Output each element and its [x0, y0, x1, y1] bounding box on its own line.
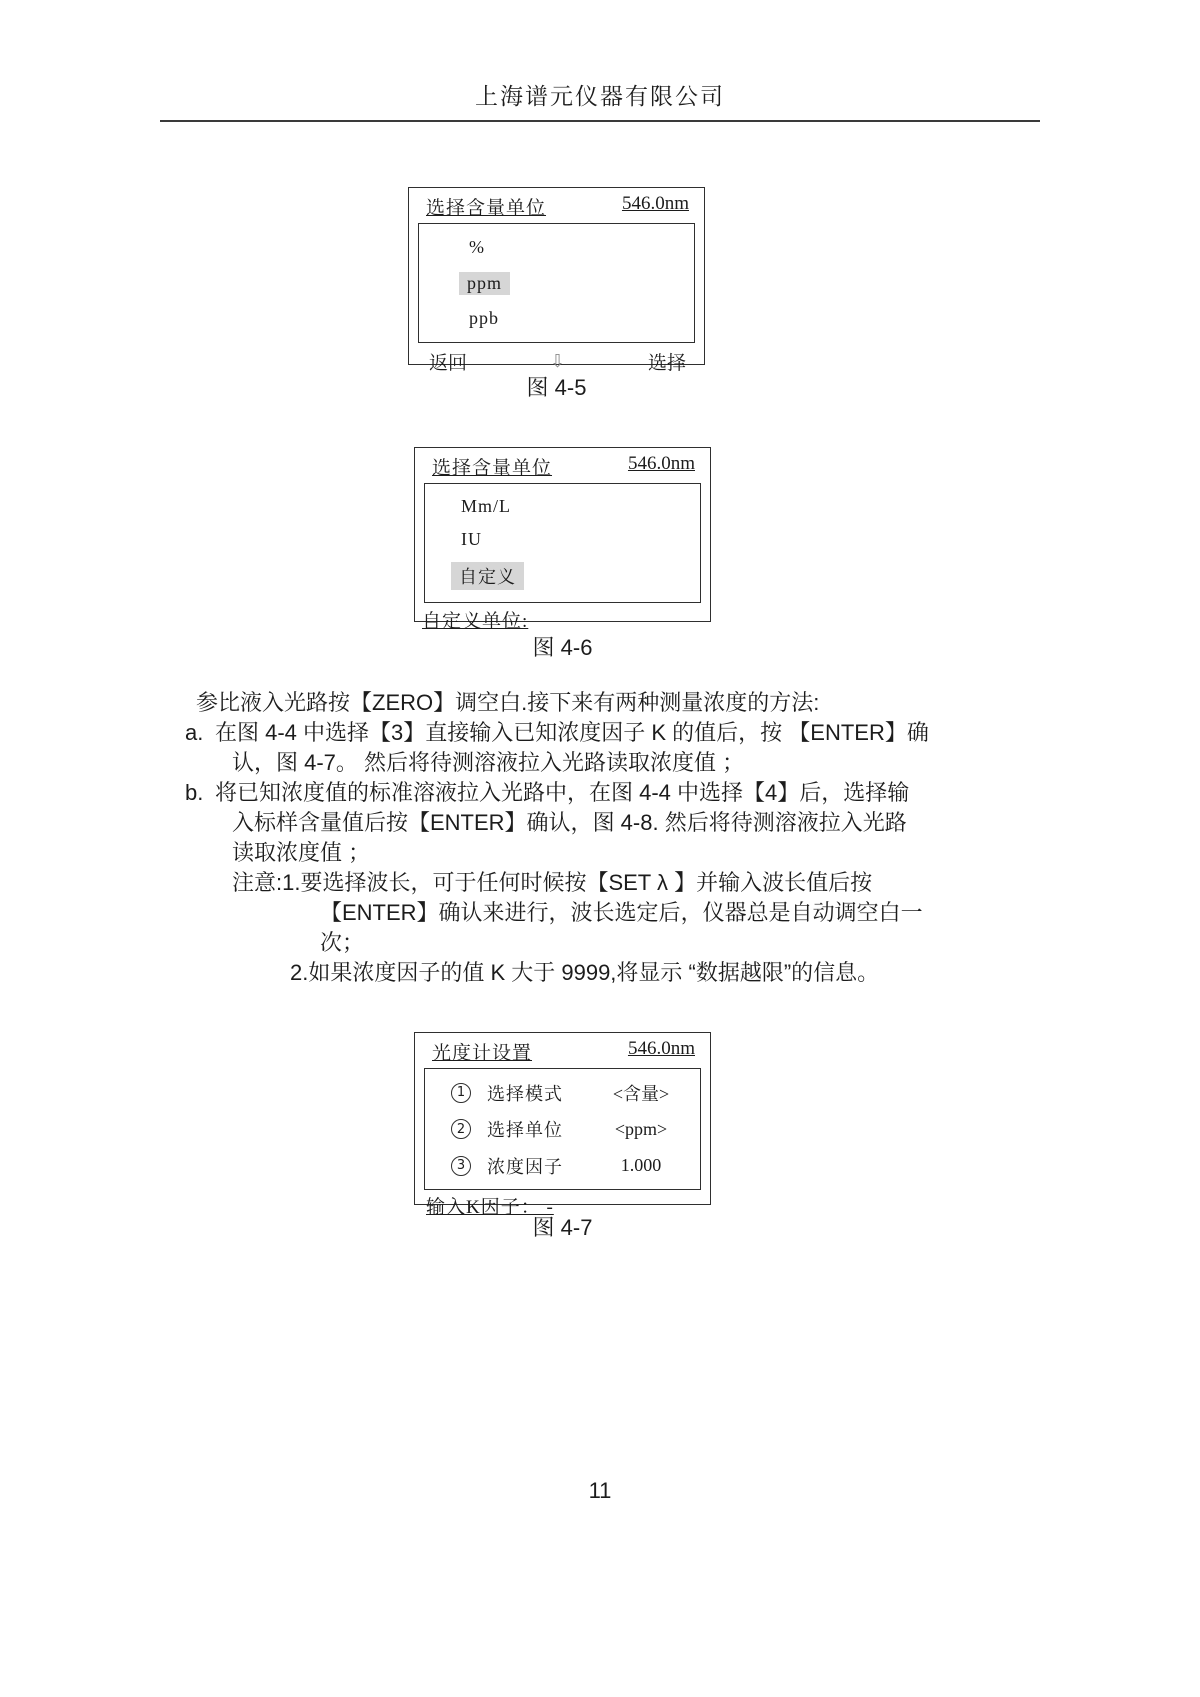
paragraph-intro: 参比液入光路按【ZERO】调空白.接下来有两种测量浓度的方法:	[196, 690, 820, 715]
wavelength-readout: 546.0nm	[627, 1038, 695, 1059]
list-item-a	[185, 718, 1005, 748]
list-item-b-continuation: 入标样含量值后按【ENTER】确认，图 4-8. 然后将待测溶液拉入光路	[232, 810, 907, 835]
unit-option-mml: Mm/L	[461, 496, 512, 516]
note-line-4: 2.如果浓度因子的值 K 大于 9999,将显示 “数据越限”的信息。	[290, 960, 880, 985]
list-marker-a: a.	[185, 720, 204, 745]
circled-number-2-icon: 2	[451, 1119, 471, 1139]
circled-number-3-icon: 3	[451, 1156, 471, 1176]
down-arrow-icon: ⇩	[549, 351, 566, 372]
body-text	[185, 688, 1005, 988]
unit-option-custom-selected: 自定义	[451, 562, 524, 590]
custom-unit-prompt: 自定义单位:	[422, 611, 529, 632]
screen-title: 选择含量单位	[432, 458, 553, 479]
setting-value-mode: <含量>	[612, 1083, 670, 1104]
unit-option-percent: %	[469, 237, 485, 258]
unit-option-list	[418, 223, 695, 343]
note-line-1: 注意:1.要选择波长，可于任何时候按【SET λ 】并输入波长值后按	[232, 870, 873, 895]
figure-4-7-titlebar	[415, 1033, 710, 1065]
list-item-a-continuation: 认，图 4-7。 然后将待测溶液拉入光路读取浓度值 ；	[232, 750, 745, 775]
unit-option-iu: IU	[461, 529, 482, 549]
screen-title: 选择含量单位	[426, 198, 547, 219]
unit-option-list	[424, 483, 701, 603]
unit-option-ppm-selected: ppm	[459, 272, 510, 295]
k-factor-input-prompt: 输入K因子： -	[426, 1197, 554, 1218]
setting-row-unit	[425, 1116, 700, 1142]
setting-row-factor	[425, 1153, 700, 1179]
figure-4-5-screen	[408, 187, 705, 374]
setting-label-mode: 选择模式	[487, 1083, 563, 1104]
figure-4-7-screen	[414, 1032, 711, 1218]
document-header: 上海谱元仪器有限公司	[160, 78, 1040, 122]
figure-4-7-caption: 图 4-7	[532, 1215, 593, 1240]
unit-option-ppb: ppb	[469, 307, 499, 328]
setting-value-unit: <ppm>	[614, 1118, 668, 1139]
figure-4-5-caption: 图 4-5	[526, 375, 587, 400]
photometer-settings-list	[424, 1068, 701, 1190]
softkey-back: 返回	[429, 353, 468, 374]
figure-4-5-titlebar	[409, 188, 704, 220]
setting-label-factor: 浓度因子	[487, 1156, 563, 1177]
list-item-b-text: 将已知浓度值的标准溶液拉入光路中，在图 4-4 中选择【4】后，选择输	[215, 780, 910, 805]
list-marker-b: b.	[185, 780, 204, 805]
figure-4-6-caption: 图 4-6	[532, 635, 593, 660]
circled-number-1-icon: 1	[451, 1083, 471, 1103]
wavelength-readout: 546.0nm	[627, 453, 695, 474]
setting-value-factor: 1.000	[620, 1155, 662, 1175]
note-line-2: 【ENTER】确认来进行，波长选定后，仪器总是自动调空白一	[320, 900, 923, 925]
setting-row-mode	[425, 1080, 700, 1106]
figure-4-6-titlebar	[415, 448, 710, 480]
list-item-b-continuation-2: 读取浓度值 ；	[232, 840, 371, 865]
screen-title: 光度计设置	[432, 1043, 533, 1064]
note-line-3: 次；	[320, 930, 365, 955]
list-item-b	[185, 778, 1005, 808]
figure-4-6-screen	[414, 447, 711, 632]
list-item-a-text: 在图 4-4 中选择【3】直接输入已知浓度因子 K 的值后，按 【ENTER】确	[215, 720, 929, 745]
softkey-select: 选择	[647, 353, 686, 374]
wavelength-readout: 546.0nm	[621, 193, 689, 214]
page-number: 11	[588, 1478, 612, 1503]
setting-label-unit: 选择单位	[487, 1120, 563, 1140]
